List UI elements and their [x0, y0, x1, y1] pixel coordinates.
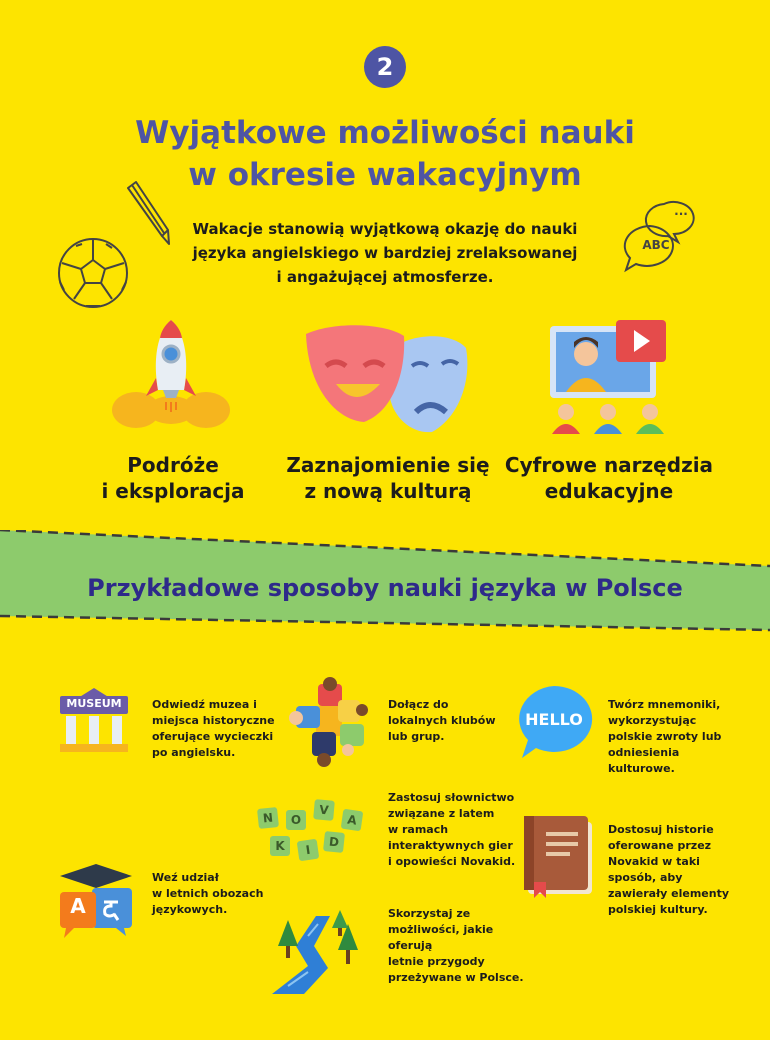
- step-badge: 2: [364, 46, 406, 88]
- page-title: [0, 112, 770, 196]
- title-line-2: w okresie wakacyjnym: [188, 157, 582, 193]
- tip-museum: Odwiedź muzea i miejsca historyczne oferujące wycieczki po angielsku.: [152, 698, 275, 759]
- scrabble-tiles-icon: N O V A K I D: [256, 798, 368, 864]
- language-cap-icon-text: A: [70, 894, 86, 918]
- section-title: Przykładowe sposoby nauki języka w Polsce: [87, 574, 683, 602]
- theater-masks-icon: [302, 322, 474, 436]
- tip-camps: Weź udział w letnich obozach językowych.: [152, 871, 264, 916]
- tip-novakid-games: Zastosuj słownictwo związane z latem w ramach interaktywnych gier i opowieści Novakid.: [388, 791, 516, 868]
- book-icon: [520, 812, 598, 900]
- speech-bubble-dots: ...: [674, 204, 688, 218]
- intro-line-3: i angażującej atmosferze.: [276, 268, 494, 286]
- rocket-icon: [108, 318, 238, 428]
- feature-travel: Podróże i eksploracja: [101, 453, 245, 503]
- pencil-icon: [122, 178, 178, 248]
- tip-novakid-stories: Dostosuj historie oferowane przez Novakid w taki sposób, aby zawierały elementy polskiej kultury.: [608, 823, 730, 916]
- football-icon: [56, 236, 130, 310]
- museum-icon: [56, 684, 132, 754]
- river-forest-icon: [268, 906, 364, 994]
- tip-summer-adventures: Skorzystaj ze możliwości, jakie oferują letnie przygody przeżywane w Polsce.: [388, 907, 524, 984]
- title-line-1: Wyjątkowe możliwości nauki: [135, 115, 635, 151]
- intro-line-2: języka angielskiego w bardziej zrelaksowanej: [192, 244, 578, 262]
- feature-digital-tools: Cyfrowe narzędzia edukacyjne: [504, 453, 714, 503]
- feature-culture: Zaznajomienie się z nową kulturą: [286, 453, 490, 503]
- group-people-icon: [288, 676, 370, 770]
- intro-text: [150, 217, 620, 289]
- intro-line-1: Wakacje stanowią wyjątkową okazję do nauki: [192, 220, 578, 238]
- video-lesson-icon: [548, 318, 670, 436]
- tip-mnemonics: Twórz mnemoniki, wykorzystując polskie zwroty lub odniesienia kulturowe.: [608, 698, 722, 775]
- tip-clubs: Dołącz do lokalnych klubów lub grup.: [388, 698, 496, 743]
- hello-icon-text: HELLO: [525, 710, 583, 729]
- speech-bubble-text: ABC: [642, 238, 670, 252]
- museum-icon-text: MUSEUM: [66, 697, 122, 710]
